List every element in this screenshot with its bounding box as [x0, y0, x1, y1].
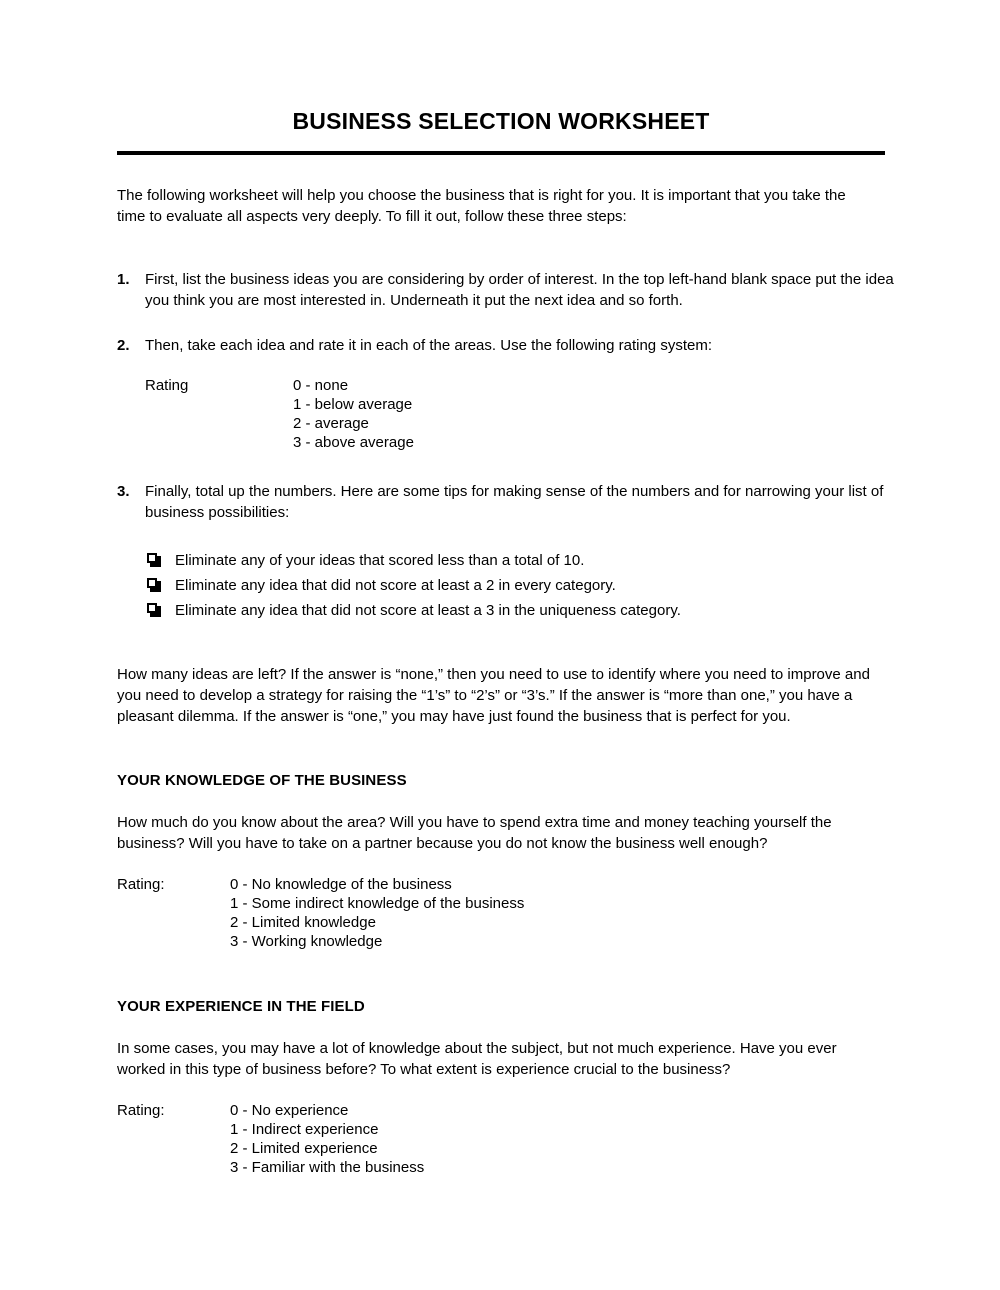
step-text-2: Then, take each idea and rate it in each of the areas. Use the following rating system:	[145, 337, 712, 355]
experience-rating-option-3: 3 - Familiar with the business	[230, 1159, 425, 1177]
rating-system-label: Rating	[145, 377, 189, 395]
intro-paragraph: The following worksheet will help you choose the business that is right for you. It is important that you take the time to evaluate all aspects very deeply. To fill it out, follow these three steps:	[117, 187, 846, 226]
page-title: BUSINESS SELECTION WORKSHEET	[292, 108, 710, 134]
step-text-1: First, list the business ideas you are considering by order of interest. In the top left-hand blank space put the idea you think you are most interested in. Underneath it put the next idea and so forth.	[145, 271, 894, 310]
section-body-experience: In some cases, you may have a lot of knowledge about the subject, but not much experience. Have you ever worked in this type of business before? To what extent is experience crucial to the business?	[117, 1040, 837, 1079]
experience-rating-option-1: 1 - Indirect experience	[230, 1121, 379, 1139]
section-heading-experience: YOUR EXPERIENCE IN THE FIELD	[117, 998, 365, 1016]
step-text-3: Finally, total up the numbers. Here are some tips for making sense of the numbers and for narrowing your list of business possibilities:	[145, 483, 884, 522]
step-item-2	[117, 335, 903, 356]
knowledge-rating-option-2: 2 - Limited knowledge	[230, 914, 376, 932]
checklist-item[interactable]	[147, 598, 885, 623]
section-rating-knowledge	[117, 875, 885, 951]
knowledge-rating-option-0: 0 - No knowledge of the business	[230, 876, 452, 894]
section-body-knowledge: How much do you know about the area? Will you have to spend extra time and money teaching yourself the business? Will you have to take on a partner because you do not know the business well enough?	[117, 814, 832, 853]
step-number-2: 2.	[117, 337, 130, 355]
rating-system-block	[117, 376, 885, 452]
checklist-item-label: Eliminate any of your ideas that scored less than a total of 10.	[175, 552, 585, 570]
experience-rating-option-0: 0 - No experience	[230, 1102, 349, 1120]
section-heading-knowledge: YOUR KNOWLEDGE OF THE BUSINESS	[117, 772, 407, 790]
checkbox-empty-icon[interactable]	[147, 553, 159, 565]
step-item-3	[117, 481, 903, 523]
rating-option-2: 2 - average	[293, 415, 369, 433]
step-item-1	[117, 269, 903, 311]
section-rating-options-experience	[230, 1101, 885, 1177]
rating-system-row	[145, 376, 885, 452]
checklist-item[interactable]	[147, 573, 885, 598]
steps-list	[117, 269, 894, 523]
checklist-item-label: Eliminate any idea that did not score at least a 3 in the uniqueness category.	[175, 602, 681, 620]
closing-paragraph: How many ideas are left? If the answer is “none,” then you need to use to identify where you need to improve and you need to develop a strategy for raising the “1’s” to “2’s” or “3’s.” If the answer is “more than one,” you have a pleasant dilemma. If the answer is “one,” you may have just found the business that is perfect for you.	[117, 666, 870, 726]
checkbox-empty-icon[interactable]	[147, 603, 159, 615]
checklist-item-label: Eliminate any idea that did not score at least a 2 in every category.	[175, 577, 616, 595]
title-divider	[117, 151, 885, 155]
experience-rating-option-2: 2 - Limited experience	[230, 1140, 378, 1158]
knowledge-rating-option-3: 3 - Working knowledge	[230, 933, 383, 951]
section-rating-label-knowledge: Rating:	[117, 876, 165, 894]
rating-option-0: 0 - none	[293, 377, 349, 395]
rating-system-options	[293, 376, 885, 452]
section-rating-options-knowledge	[230, 875, 885, 951]
document-content	[117, 0, 894, 1177]
knowledge-rating-option-1: 1 - Some indirect knowledge of the business	[230, 895, 525, 913]
section-rating-label-experience: Rating:	[117, 1102, 165, 1120]
section-rating-experience	[117, 1101, 885, 1177]
checklist-item[interactable]	[147, 548, 885, 573]
rating-option-3: 3 - above average	[293, 434, 414, 452]
checkbox-empty-icon[interactable]	[147, 578, 159, 590]
rating-option-1: 1 - below average	[293, 396, 413, 414]
step-number-1: 1.	[117, 271, 130, 289]
elimination-checklist	[117, 548, 885, 623]
step-number-3: 3.	[117, 483, 130, 501]
